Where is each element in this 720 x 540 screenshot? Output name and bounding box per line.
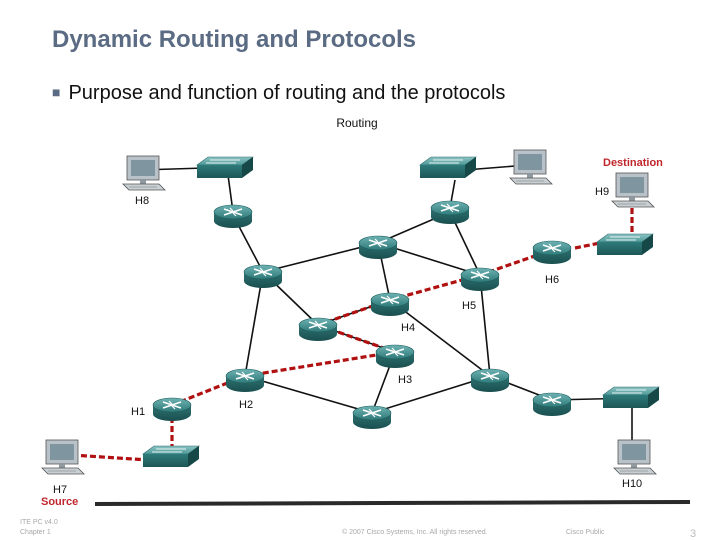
label-h2: H2	[239, 399, 254, 411]
page-number: 3	[690, 528, 697, 540]
pc-icon	[614, 440, 656, 474]
switch-icon	[420, 157, 476, 178]
label-h4: H4	[401, 322, 416, 334]
footer-chapter: Chapter 1	[20, 529, 51, 536]
router-icon	[533, 393, 571, 416]
bullet-square-icon: ■	[52, 84, 61, 100]
label-h7: H7	[53, 484, 68, 496]
footer-copyright: © 2007 Cisco Systems, Inc. All rights reserved.	[342, 529, 488, 536]
switch-icon	[197, 157, 253, 178]
label-h5: H5	[462, 300, 477, 312]
bullet-text: Purpose and function of routing and the protocols	[68, 82, 506, 104]
pc-icon	[612, 173, 654, 207]
label-h1: H1	[131, 406, 146, 418]
footer-classification: Cisco Public	[566, 529, 605, 536]
router-icon	[153, 398, 191, 421]
label-source: Source	[41, 496, 79, 508]
router-icon	[244, 265, 282, 288]
switch-icon	[143, 446, 199, 467]
router-icon	[226, 369, 264, 392]
label-destination: Destination	[603, 157, 663, 169]
switch-icon	[597, 234, 653, 255]
switch-icon	[603, 387, 659, 408]
router-icon	[431, 201, 469, 224]
label-h9: H9	[595, 186, 610, 198]
pc-icon	[510, 150, 552, 184]
router-icon	[376, 345, 414, 368]
label-h6: H6	[545, 274, 560, 286]
label-h10: H10	[622, 478, 643, 490]
router-icon	[461, 268, 499, 291]
pc-icon	[42, 440, 84, 474]
router-icon	[533, 241, 571, 264]
router-icon	[471, 369, 509, 392]
footer-band	[95, 500, 690, 506]
label-h8: H8	[135, 195, 150, 207]
router-icon	[299, 318, 337, 341]
label-h3: H3	[398, 374, 413, 386]
router-icon	[371, 293, 409, 316]
router-icon	[359, 236, 397, 259]
router-icon	[353, 406, 391, 429]
router-icon	[214, 205, 252, 228]
footer-course: ITE PC v4.0	[20, 519, 58, 526]
diagram-heading: Routing	[336, 116, 378, 130]
slide-title: Dynamic Routing and Protocols	[52, 26, 417, 53]
pc-icon	[123, 156, 165, 190]
routing-path	[72, 200, 632, 460]
